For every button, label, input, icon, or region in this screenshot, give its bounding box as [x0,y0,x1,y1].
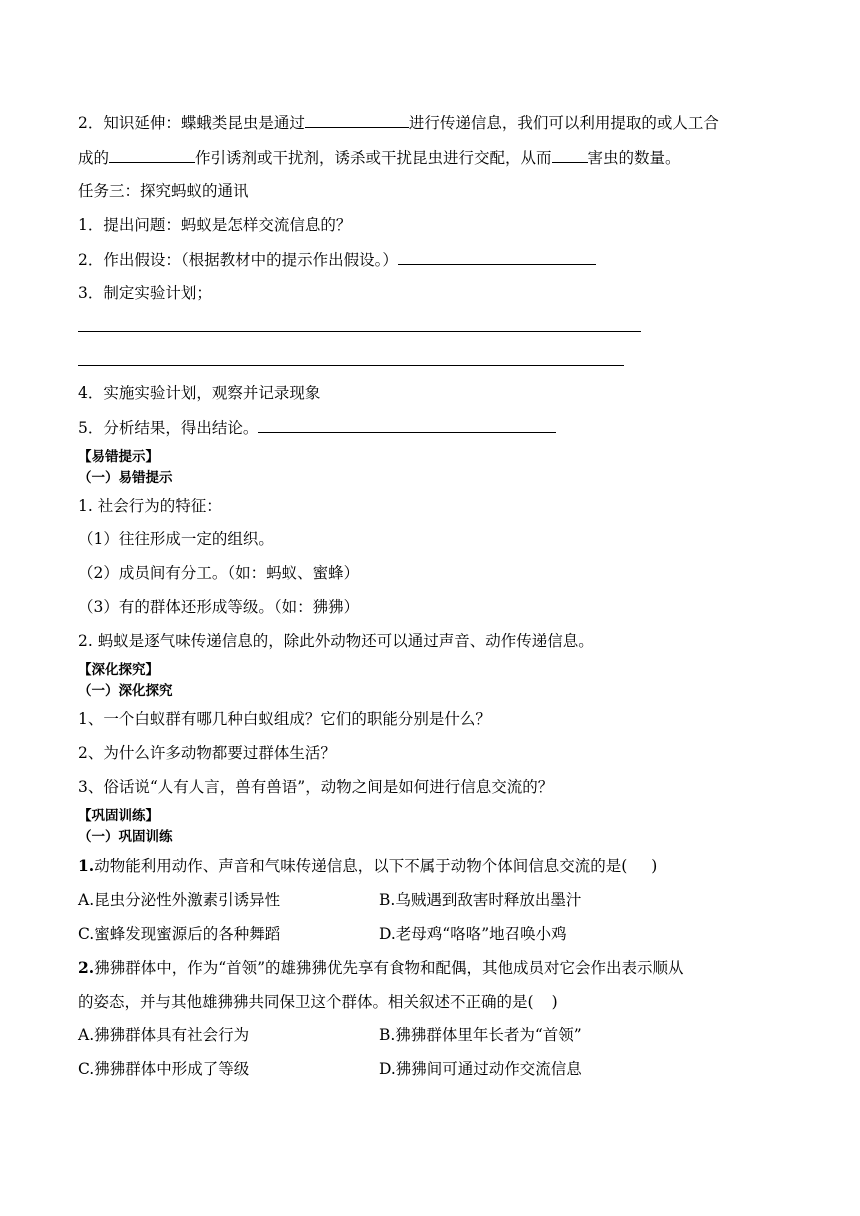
answer-blank[interactable] [305,112,409,128]
tips-line: （1）往往形成一定的组织。 [78,530,274,548]
task3-question-1: 1．提出问题：蚂蚁是怎样交流信息的？ [78,216,352,234]
question-1-options-row [78,924,567,944]
question-2-options-row [78,1025,582,1045]
deep-question: 2、为什么许多动物都要过群体生活？ [78,744,336,762]
answer-blank[interactable] [109,147,195,163]
plan-answer-line[interactable] [78,331,641,332]
deep-question: 1、一个白蚁群有哪几种白蚁组成？它们的职能分别是什么？ [78,710,491,728]
task3-question-5: 5．分析结果，得出结论。 [78,417,556,438]
option-d[interactable]: D.狒狒间可通过动作交流信息 [379,1060,582,1078]
extension-line-1: 2．知识延伸：蝶蛾类昆虫是通过 进行传递信息，我们可以利用提取的或人工合 [78,114,719,132]
train-subheading: （一）巩固训练 [78,829,173,845]
tips-line: （3）有的群体还形成等级。（如：狒狒） [78,598,360,616]
hypothesis-blank[interactable] [398,249,596,265]
tips-line: 2. 蚂蚁是逐气味传递信息的，除此外动物还可以通过声音、动作传递信息。 [78,632,594,650]
tips-line: 1. 社会行为的特征： [78,497,222,515]
option-b[interactable]: B.乌贼遇到敌害时释放出墨汁 [379,891,582,909]
question-2-options-row [78,1059,582,1079]
deep-heading: 【深化探究】 [78,662,159,678]
conclusion-blank[interactable] [258,417,556,433]
train-heading: 【巩固训练】 [78,808,159,824]
task3-question-2: 2．作出假设：（根据教材中的提示作出假设。） [78,249,596,270]
question-1-stem: 1.动物能利用动作、声音和气味传递信息，以下不属于动物个体间信息交流的是( ) [78,856,658,875]
deep-question: 3、俗话说“人有人言，兽有兽语”，动物之间是如何进行信息交流的？ [78,778,554,796]
deep-subheading: （一）深化探究 [78,683,173,699]
option-b[interactable]: B.狒狒群体里年长者为“首领” [379,1026,582,1044]
answer-blank[interactable] [552,147,588,163]
task3-question-4: 4．实施实验计划，观察并记录现象 [78,384,321,402]
task3-title: 任务三：探究蚂蚁的通讯 [78,182,249,200]
tips-subheading: （一）易错提示 [78,470,173,486]
option-d[interactable]: D.老母鸡“咯咯”地召唤小鸡 [379,925,567,943]
question-2-stem: 2.狒狒群体中，作为“首领”的雄狒狒优先享有食物和配偶，其他成员对它会作出表示顺从 [78,958,684,977]
option-a[interactable]: A.狒狒群体具有社会行为 [78,1026,250,1044]
tips-line: （2）成员间有分工。（如：蚂蚁、蜜蜂） [78,564,360,582]
tips-heading: 【易错提示】 [78,449,159,465]
question-1-options-row [78,890,582,910]
task3-question-3: 3．制定实验计划； [78,284,212,302]
extension-line-2: 成的 作引诱剂或干扰剂，诱杀或干扰昆虫进行交配，从而 害虫的数量。 [78,149,681,167]
question-2-stem-cont: 的姿态，并与其他雄狒狒共同保卫这个群体。相关叙述不正确的是( ) [78,993,558,1011]
plan-answer-line[interactable] [78,365,624,366]
option-a[interactable]: A.昆虫分泌性外激素引诱异性 [78,891,281,909]
option-c[interactable]: C.狒狒群体中形成了等级 [78,1060,250,1078]
option-c[interactable]: C.蜜蜂发现蜜源后的各种舞蹈 [78,925,281,943]
